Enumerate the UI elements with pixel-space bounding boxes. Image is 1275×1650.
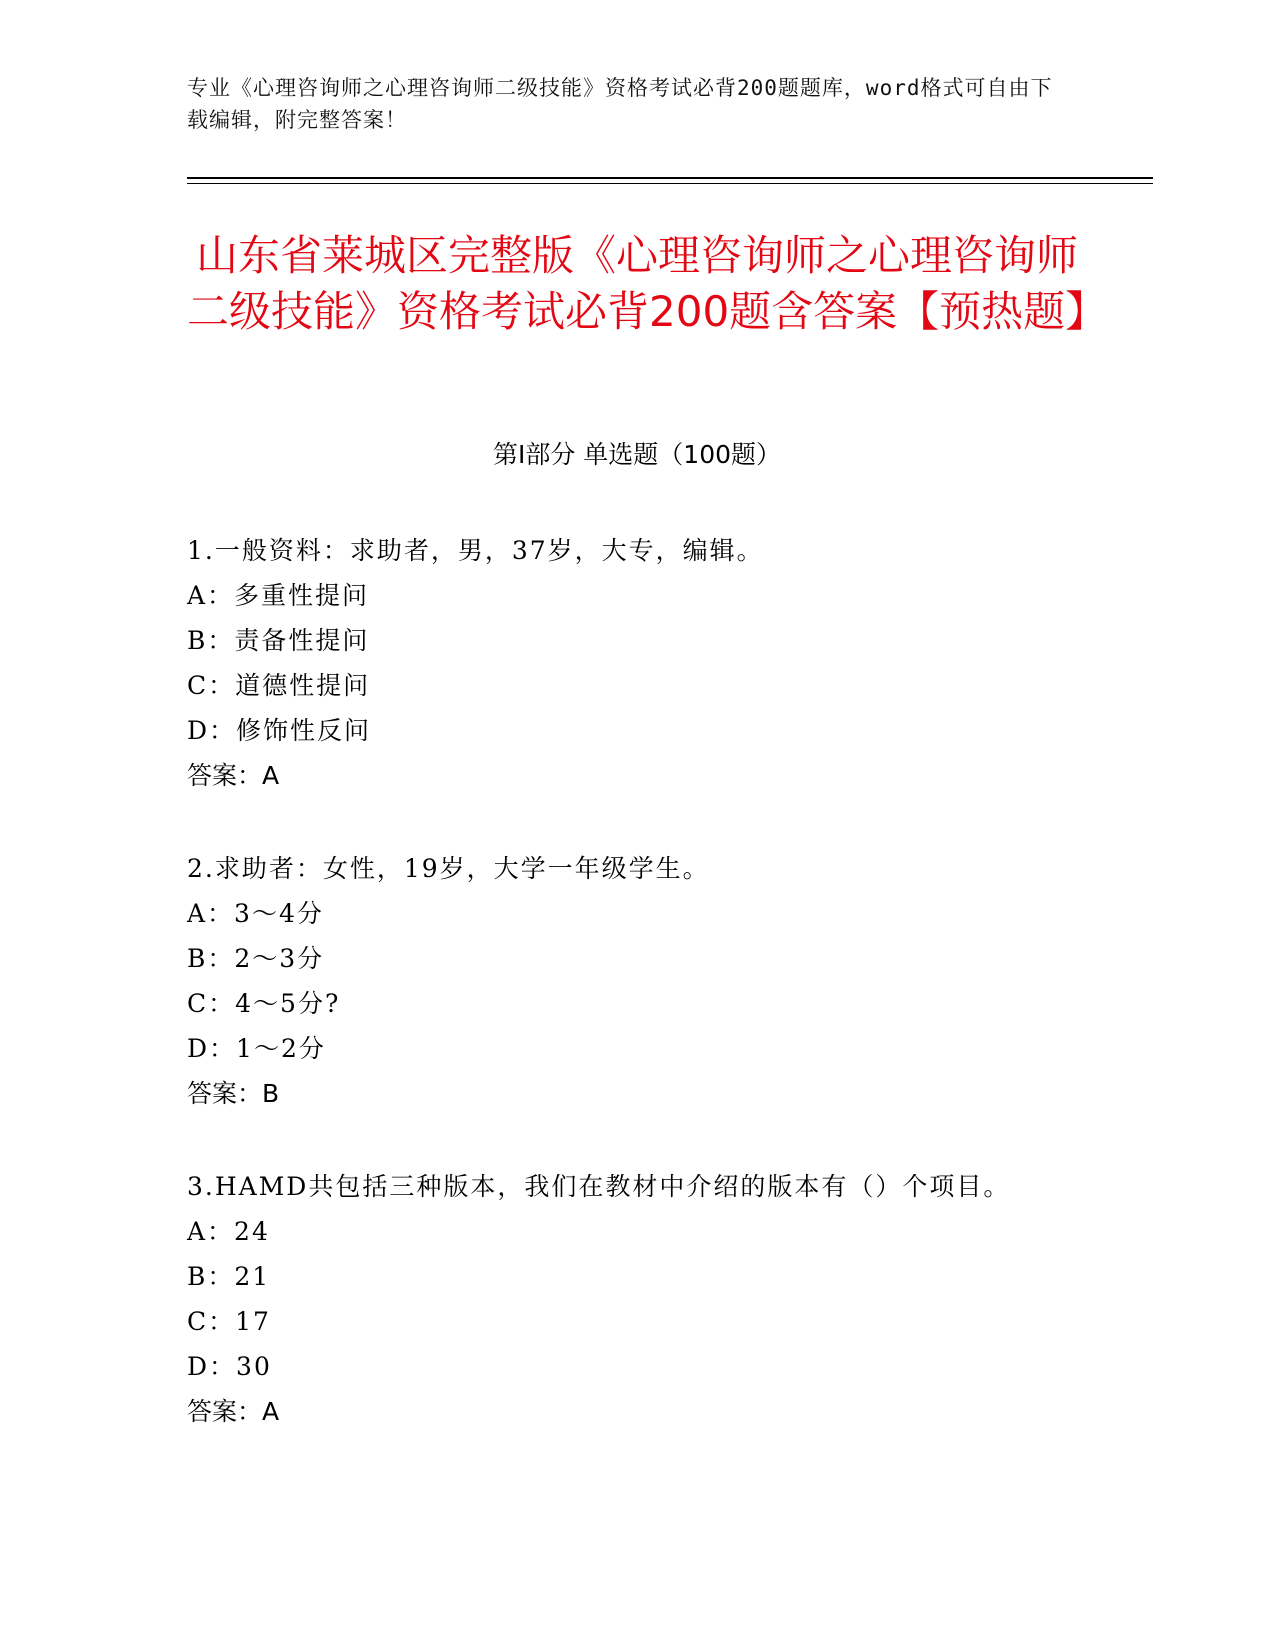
option-d: D：30 — [187, 1352, 272, 1381]
option-a: A：3～4分 — [187, 899, 324, 928]
option-c: C：17 — [187, 1307, 271, 1336]
option-a: A：24 — [187, 1217, 270, 1246]
question-stem: 1.一般资料：求助者，男，37岁，大专，编辑。 — [187, 536, 764, 565]
section-title: 第Ⅰ部分 单选题（100题） — [492, 440, 782, 469]
header-rule-thick — [187, 177, 1153, 179]
option-c: C：4～5分? — [187, 989, 341, 1018]
header-rule-thin — [187, 183, 1153, 184]
question-3 — [187, 1164, 1147, 1434]
header-note: 专业《心理咨询师之心理咨询师二级技能》资格考试必背200题题库，word格式可自由下载编辑，附完整答案！ — [187, 76, 1053, 132]
option-b: B：责备性提问 — [187, 626, 370, 655]
option-d: D：1～2分 — [187, 1034, 326, 1063]
question-stem: 3.HAMD共包括三种版本，我们在教材中介绍的版本有（）个项目。 — [187, 1172, 1011, 1201]
option-b: B：2～3分 — [187, 944, 325, 973]
question-2 — [187, 846, 1147, 1116]
question-1 — [187, 528, 1147, 798]
option-d: D：修饰性反问 — [187, 716, 372, 745]
answer: 答案：A — [187, 761, 280, 790]
question-stem: 2.求助者：女性，19岁，大学一年级学生。 — [187, 854, 710, 883]
option-b: B：21 — [187, 1262, 271, 1291]
answer: 答案：B — [187, 1079, 280, 1108]
option-c: C：道德性提问 — [187, 671, 371, 700]
option-a: A：多重性提问 — [187, 581, 370, 610]
document-title: 山东省莱城区完整版《心理咨询师之心理咨询师二级技能》资格考试必背200题含答案【预热题】 — [187, 231, 1108, 336]
answer: 答案：A — [187, 1397, 280, 1426]
